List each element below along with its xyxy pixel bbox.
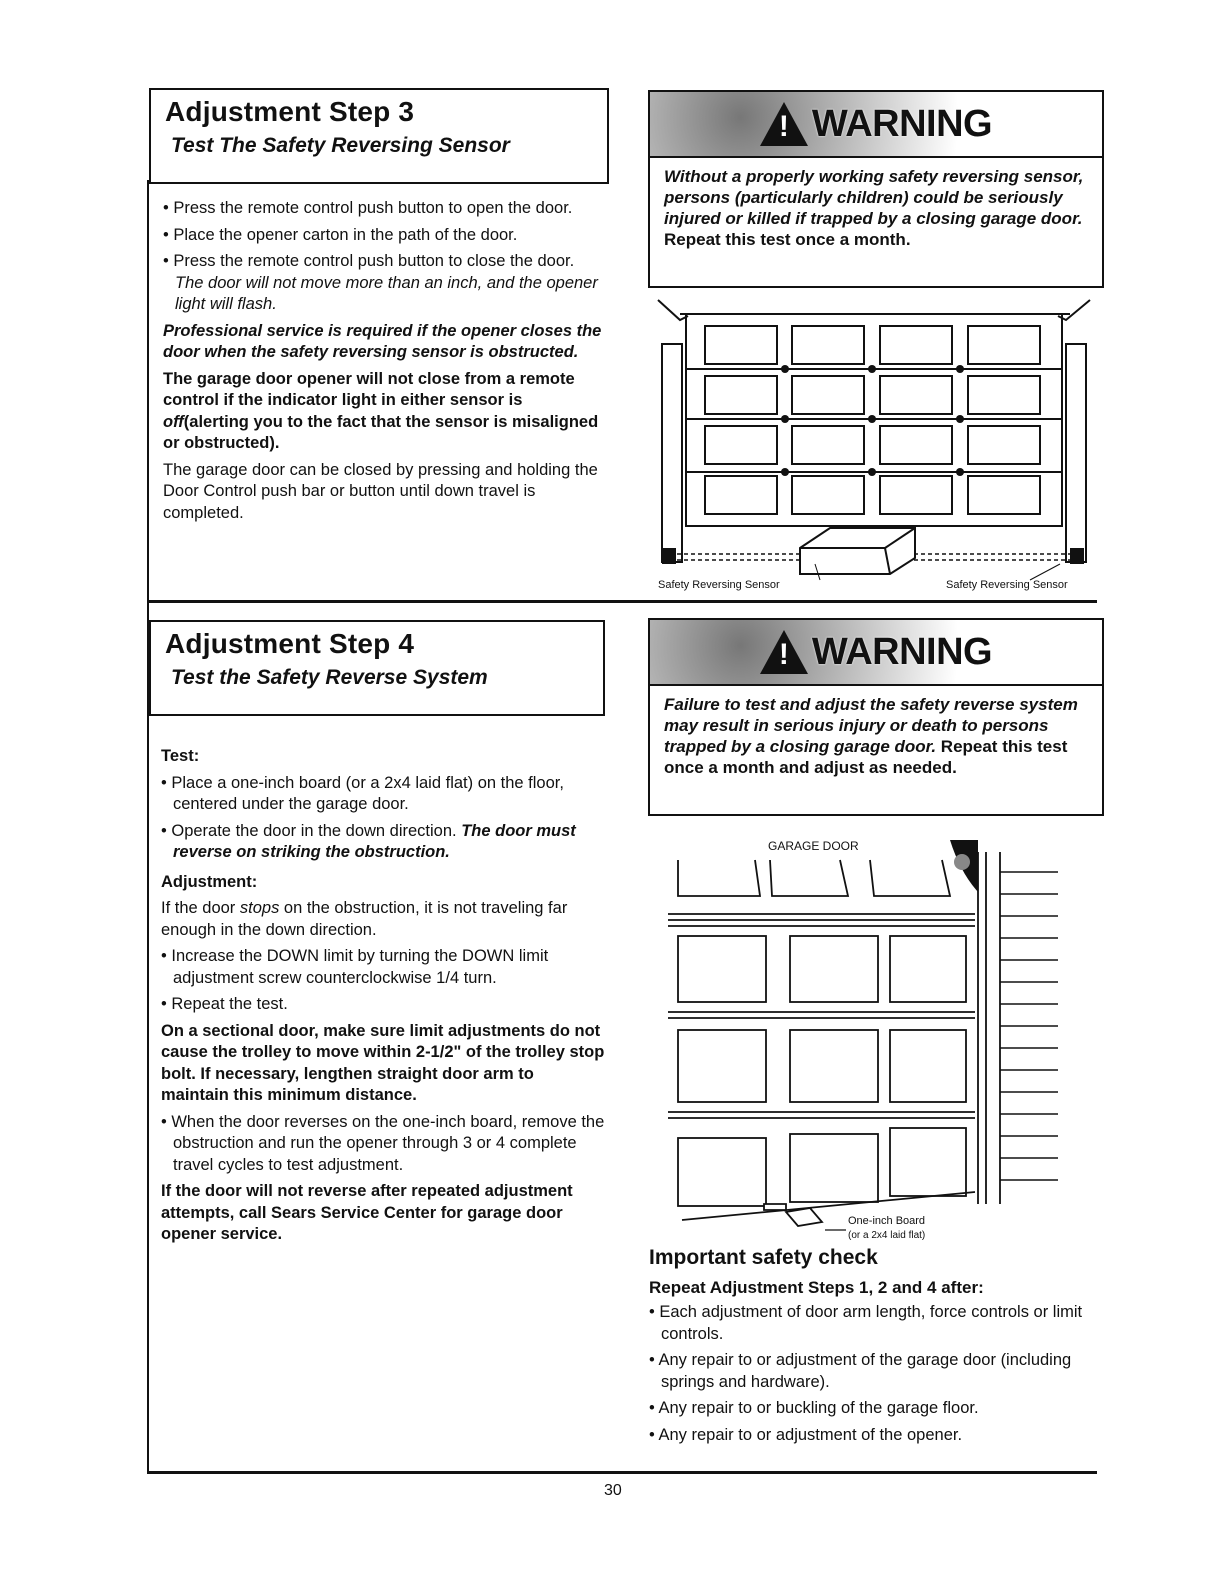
step4-adjust-b: on the obstruction, it is not traveling far enough in the down direction.: [161, 899, 568, 939]
warning-2-italic: Failure to test and adjust the safety reverse system may result in serious injury or death to persons trapped by a closing garage door.: [664, 695, 1078, 756]
safety-bullet-4: • Any repair to or adjustment of the opener.: [649, 1425, 963, 1444]
bottom-rule: [147, 1471, 1097, 1474]
figure-door-reverse-board: [660, 832, 1100, 1244]
figure-garage-door-sensors: [650, 292, 1100, 594]
middle-divider: [147, 600, 1097, 603]
step4-header-box: [149, 620, 605, 716]
step3-bullet-1: • Press the remote control push button to open the door.: [163, 199, 573, 217]
step3-bullet-3-text: • Press the remote control push button to close the door.: [163, 252, 575, 270]
safety-heading: Important safety check: [649, 1246, 878, 1269]
safety-list: [649, 1302, 1099, 1446]
step4-bullet-5: • When the door reverses on the one-inch board, remove the obstruction and run the opener through 3 or 4 complete travel cycles to test adjustment.: [161, 1112, 605, 1174]
step3-subtitle: Test The Safety Reversing Sensor: [171, 134, 510, 157]
safety-bullet-3: • Any repair to or buckling of the garage floor.: [649, 1399, 979, 1417]
warning-text-1: [650, 158, 1102, 258]
step3-bullet-3-italic: The door will not move more than an inch, and the opener light will flash.: [175, 273, 598, 313]
warning-text-2: [650, 686, 1102, 786]
safety-check-section: [649, 1246, 1099, 1451]
warning-2-bold: Repeat this test once a month and adjust as needed.: [664, 737, 1068, 777]
step3-bullet-2: • Place the opener carton in the path of the door.: [163, 225, 518, 244]
warning-box-2: [648, 618, 1104, 816]
step3-bold-a: The garage door opener will not close from a remote control if the indicator light in either sensor is: [163, 369, 575, 409]
step3-header-box: [149, 88, 609, 184]
step4-subtitle: Test the Safety Reverse System: [171, 666, 488, 689]
step4-title: Adjustment Step 4: [165, 628, 415, 659]
step3-bullet-3: [163, 251, 603, 316]
step4-bullet-2: [161, 821, 605, 864]
step4-test-heading: Test:: [161, 747, 200, 765]
step3-bold-b: (alerting you to the fact that the sensor is misaligned or obstructed).: [163, 412, 599, 452]
step4-bullet-1: • Place a one-inch board (or a 2x4 laid flat) on the floor, centered under the garage door.: [161, 773, 564, 813]
warning-box-1: [648, 90, 1104, 288]
step4-adjust-heading: Adjustment:: [161, 872, 258, 891]
safety-bullet-2: • Any repair to or adjustment of the garage door (including springs and hardware).: [649, 1351, 1072, 1391]
figure2-label-board2: (or a 2x4 laid flat): [848, 1230, 926, 1241]
step4-adjust-a: If the door: [161, 899, 240, 917]
warning-triangle-icon: !: [760, 630, 808, 674]
step4-bullet-2-text: • Operate the door in the down direction.: [161, 821, 462, 840]
figure1-label-left: Safety Reversing Sensor: [658, 579, 780, 591]
figure1-label-right: Safety Reversing Sensor: [946, 579, 1068, 591]
left-rule: [147, 180, 149, 1474]
figure2-label-board1: One-inch Board: [848, 1215, 926, 1227]
safety-subheading: Repeat Adjustment Steps 1, 2 and 4 after:: [649, 1278, 984, 1297]
step4-bullet-2-emph: The door must reverse on striking the obstruction.: [173, 821, 576, 861]
step3-professional-note: Professional service is required if the opener closes the door when the safety reversing sensor is obstructed.: [163, 321, 602, 361]
step3-body: [163, 198, 603, 529]
warning-1-bold: Repeat this test once a month.: [664, 230, 911, 249]
page-number: 30: [604, 1482, 622, 1499]
step4-body: [161, 746, 605, 1251]
warning-banner-2: [650, 620, 1102, 686]
step3-closing: The garage door can be closed by pressing and holding the Door Control push bar or button until down travel is completed.: [163, 460, 598, 522]
figure2-label-top: GARAGE DOOR: [768, 839, 859, 853]
step4-adjust-stops: stops: [239, 899, 280, 917]
warning-word-2: WARNING: [811, 630, 993, 673]
warning-word-1: WARNING: [811, 102, 993, 145]
safety-bullet-1: • Each adjustment of door arm length, force controls or limit controls.: [649, 1303, 1083, 1343]
step4-bullet-4: • Repeat the test.: [161, 995, 288, 1013]
warning-triangle-icon: !: [760, 102, 808, 146]
step4-bullet-3: • Increase the DOWN limit by turning the DOWN limit adjustment screw counterclockwise 1/4 turn.: [161, 947, 549, 987]
warning-banner-1: [650, 92, 1102, 158]
step4-bold-1: On a sectional door, make sure limit adjustments do not cause the trolley to move within 2-1/2" of the trolley stop bolt. If necessary, lengthen straight door arm to maintain this minimum distance.: [161, 1021, 605, 1104]
step4-bold-2: If the door will not reverse after repeated adjustment attempts, call Sears Service Center for garage door opener service.: [161, 1182, 573, 1243]
step4-adjust-text: [161, 898, 605, 941]
step3-bold-off: off: [163, 412, 184, 431]
step3-title: Adjustment Step 3: [165, 96, 415, 127]
warning-1-italic: Without a properly working safety reversing sensor, persons (particularly children) could be seriously injured or killed if trapped by a closing garage door.: [664, 167, 1084, 228]
step3-bold-note: [163, 369, 603, 455]
